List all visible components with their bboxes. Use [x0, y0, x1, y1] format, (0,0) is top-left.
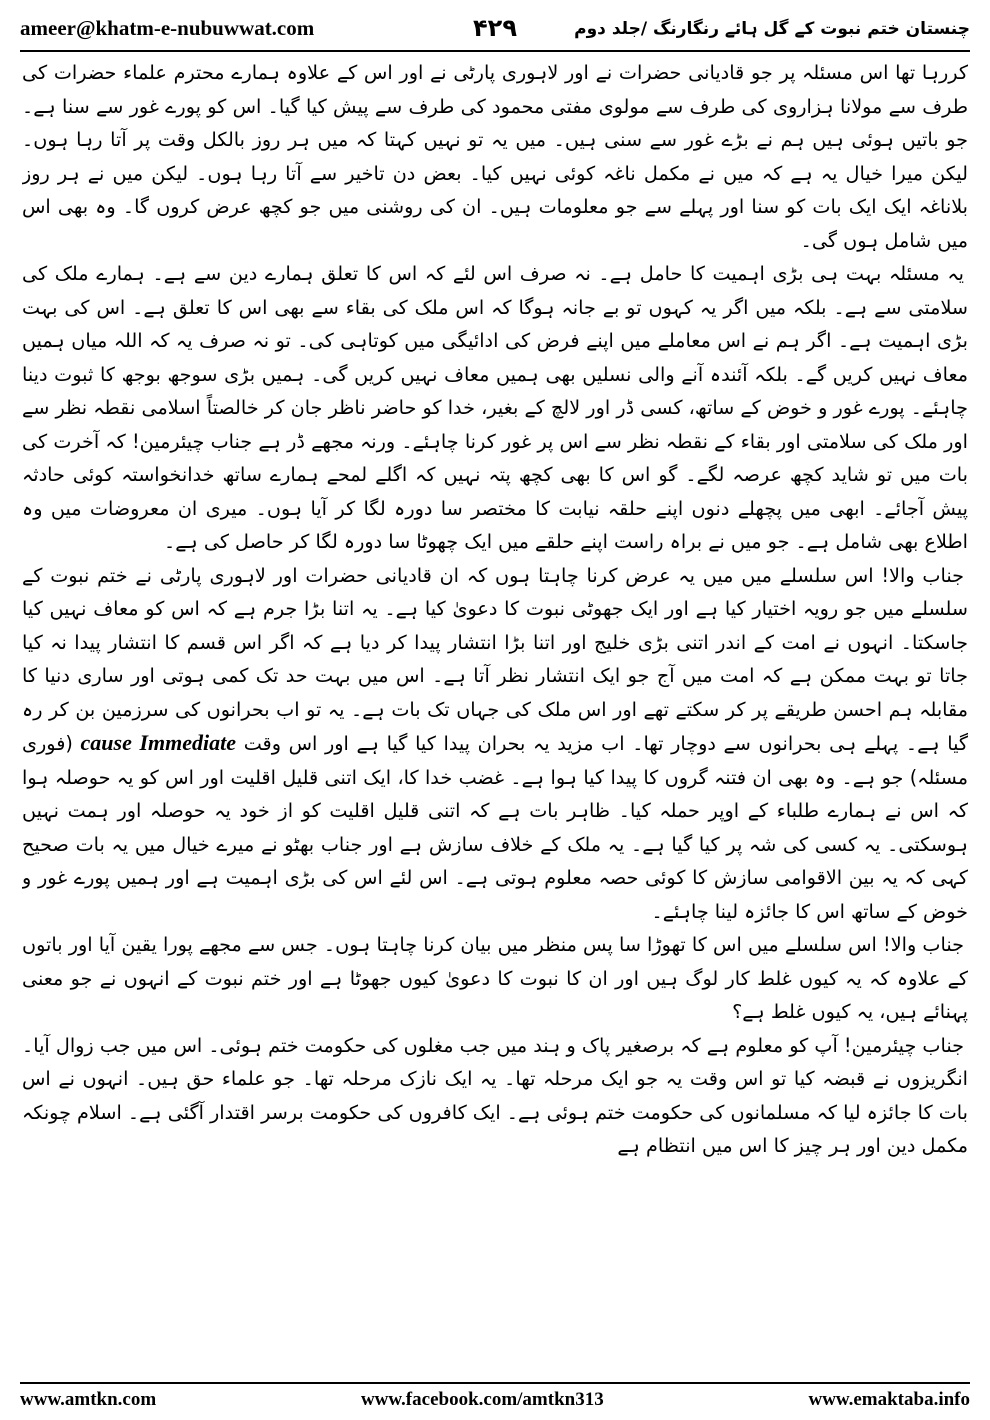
paragraph-3-text: جناب والا! اس سلسلے میں میں یہ عرض کرنا چاہتا ہوں کہ ان قادیانی حضرات اور لاہوری پارٹی نے ختم نبوت کے سلسلے میں جو رویہ اختیار کیا ہے اور ایک جھوٹی نبوت کا دعویٰ کیا ہے۔ یہ اتنا بڑا جرم ہے کہ اس کو معاف نہیں کیا جاسکتا۔ انہوں نے امت کے اندر اتنی بڑی خلیج اور اتنا بڑا انتشار پیدا کر دیا ہے کہ اگر اس قسم کا انتشار پیدا نہ کیا جاتا تو بہت ممکن ہے کہ امت میں آج جو ایک انتشار نظر آتا ہے۔ اس میں بہت حد تک کمی ہوتی اور ساری دنیا کا مقابلہ ہم احسن طریقے پر کر سکتے تھے اور اس ملک کی جہاں تک بات ہے۔ یہ تو اب بحرانوں کی سرزمین بن کر رہ گیا ہے۔ پہلے ہی بحرانوں سے دوچار تھا۔ اب مزید یہ بحران پیدا کیا گیا ہے اور اس وقت	[22, 563, 968, 755]
header-email: ameer@khatm-e-nubuwwat.com	[20, 15, 315, 40]
footer-link-amtkn[interactable]: www.amtkn.com	[20, 1389, 157, 1410]
footer-link-facebook[interactable]: www.facebook.com/amtkn313	[360, 1389, 604, 1410]
latin-term-cause: cause	[80, 730, 132, 755]
page-footer	[20, 1386, 970, 1414]
paragraph-4: جناب والا! اس سلسلے میں اس کا تھوڑا سا پس منظر میں بیان کرنا چاہتا ہوں۔ جس سے مجھے پورا یقین آیا اور باتوں کے علاوہ کہ یہ کیوں غلط کار لوگ ہیں اور ان کا نبوت کا دعویٰ کیوں جھوٹا ہے اور ختم نبوت کے انہوں نے جو معنی پہنائے ہیں، یہ کیوں غلط ہے؟	[22, 933, 968, 1023]
footer-link-emaktaba[interactable]: www.emaktaba.info	[808, 1389, 970, 1410]
paragraph-3-continuation: (فوری مسئلہ) جو ہے۔ وہ بھی ان فتنہ گروں کا پیدا کیا ہوا ہے۔ غضب خدا کا، ایک اتنی قلیل اقلیت اور اس کو یہ حوصلہ ہوا کہ اس نے ہمارے طلباء کے اوپر حملہ کیا۔ ظاہر بات ہے کہ اتنی قلیل اقلیت کو از خود یہ حوصلہ اور ہمت نہیں ہوسکتی۔ یہ کسی کی شہ پر کیا گیا ہے۔ یہ ملک کے خلاف سازش ہے اور جناب بھٹو نے میرے خیال میں یہ بات صحیح کہی کہ یہ بین الاقوامی سازش کا کوئی حصہ معلوم ہوتی ہے۔ اس لئے اس کی بڑی اہمیت ہے اور ہمیں پورے غور و خوض کے ساتھ اس کا جائزہ لینا چاہئے۔	[22, 732, 968, 923]
paragraph-1: کررہا تھا اس مسئلہ پر جو قادیانی حضرات نے اور لاہوری پارٹی نے اور اس کے علاوہ ہمارے محترم علماء حضرات کی طرف سے مولانا ہزاروی کی طرف سے مولوی مفتی محمود کی طرف سے پیش کیا گیا۔ اس کو پورے غور سے سنا ہے۔ جو باتیں ہوئی ہیں ہم نے بڑے غور سے سنی ہیں۔ میں یہ تو نہیں کہتا کہ میں ہر روز بالکل وقت پر آتا رہا ہوں۔ لیکن میرا خیال یہ ہے کہ میں نے مکمل ناغہ کوئی نہیں کیا۔ بعض دن تاخیر سے آتا رہا ہوں۔ لیکن میں نے ہر روز بلاناغہ ایک ایک بات کو سنا اور پہلے سے جو معلومات ہیں۔ ان کی روشنی میں جو کچھ عرض کروں گا۔ وہ بھی اس میں شامل ہوں گی۔	[22, 61, 968, 252]
header-divider	[20, 50, 970, 52]
page-body	[22, 56, 968, 1376]
paragraph-3	[22, 559, 968, 929]
paragraph-2: یہ مسئلہ بہت ہی بڑی اہمیت کا حامل ہے۔ نہ صرف اس لئے کہ اس کا تعلق ہمارے دین سے ہے۔ ہمارے ملک کی سلامتی سے ہے۔ بلکہ میں اگر یہ کہوں تو بے جانہ ہوگا کہ اس ملک کی بقاء سے بھی اس کا تعلق ہے۔ اس کی بہت بڑی اہمیت ہے۔ اگر ہم نے اس معاملے میں اپنے فرض کی ادائیگی میں کوتاہی کی۔ تو نہ صرف یہ کہ اللہ میاں ہمیں معاف نہیں کریں گے۔ بلکہ آئندہ آنے والی نسلیں بھی ہمیں معاف نہیں کریں گی۔ ہمیں بڑی سوجھ بوجھ کا ثبوت دینا چاہئے۔ پورے غور و خوض کے ساتھ، کسی ڈر اور لالچ کے بغیر، خدا کو حاضر ناظر جان کر خالصتاً اسلامی نقطہ نظر سے اور ملک کی سلامتی اور بقاء کے نقطہ نظر سے اس پر غور کرنا چاہئے۔ ورنہ مجھے ڈر ہے جناب چیئرمین! کہ آخرت کی بات میں تو شاید کچھ عرصہ لگے۔ گو اس کا بھی کچھ پتہ نہیں کہ اگلے لمحے ہمارے ساتھ خدانخواستہ کوئی حادثہ پیش آجائے۔ ابھی میں پچھلے دنوں اپنے حلقہ نیابت کا مختصر سا دورہ لگا کر آیا ہوں۔ میری ان معروضات میں وہ اطلاع بھی شامل ہے۔ جو میں نے براہ راست اپنے حلقے میں ایک چھوٹا سا دورہ لگا کر حاصل کی ہے۔	[22, 262, 968, 553]
book-title: چنستان ختم نبوت کے گل ہائے رنگارنگ /جلد دوم	[574, 18, 970, 39]
paragraph-5: جناب چیئرمین! آپ کو معلوم ہے کہ برصغیر پاک و ہند میں جب مغلوں کی حکومت ختم ہوئی۔ اس میں جب زوال آیا۔ انگریزوں نے قبضہ کیا تو اس وقت یہ جو ایک مرحلہ تھا۔ یہ ایک نازک مرحلہ تھا۔ جو علماء حق ہیں۔ انہوں نے اس بات کا جائزہ لیا کہ مسلمانوں کی حکومت ختم ہوئی ہے۔ ایک کافروں کی حکومت برسر اقتدار آگئی ہے۔ اسلام چونکہ مکمل دین اور ہر چیز کا اس میں انتظام ہے	[22, 1033, 968, 1157]
latin-term-immediate: Immediate	[139, 730, 237, 755]
footer-divider	[20, 1382, 970, 1384]
page-number: ۴۲۹	[473, 14, 517, 42]
page-header	[20, 6, 970, 50]
